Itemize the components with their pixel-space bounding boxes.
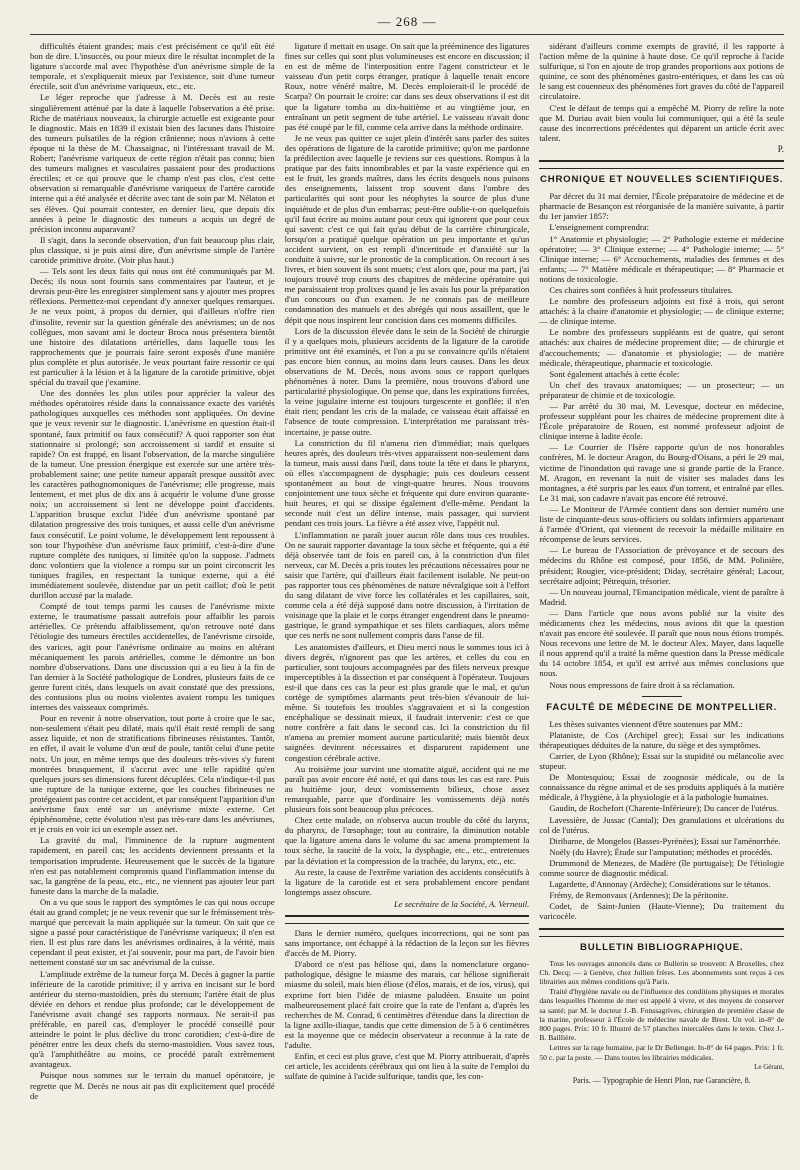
ornamental-divider (539, 160, 784, 169)
thesis-item: Lavessière, de Jussac (Cantal); Des granulations et ulcérations du col de l'utérus. (539, 814, 784, 835)
thesis-item: Carrier, de Lyon (Rhône); Essai sur la stupidité ou mélancolie avec stupeur. (539, 751, 784, 772)
paragraph: Nous nous empressons de faire droit à sa réclamation. (549, 679, 735, 690)
bulletin-notice: Tous les ouvrages annoncés dans ce Bulletin se trouvent: A Bruxelles, chez Ch. Decq; — à Genève, chez Jullien frères. Les abonnements sont reçus à ces librairies aux mêmes conditions qu'à Paris. (539, 958, 784, 986)
paragraph: Chez cette malade, on n'observa aucun trouble du côté du larynx, du pharynx, de l'œsophage; tout au contraire, la diminution notable que la ligature amena dans le volume du sac amena promptement la toux sèche, la raucité de la voix, la dysphagie, etc., etc., entretenues par la déviation et la compression de la trachée, du larynx, etc., etc. (284, 815, 530, 866)
paragraph: Sont également attachés à cette école: (549, 368, 680, 379)
bulletin-entry: Traité d'hygiène navale ou de l'influence des conditions physiques et morales dans lesquelles l'homme de mer est appelé à vivre, et des moyens de conserver sa santé; par M. le docteur J.-B. Fonssagrives, chirurgien de première classe de la marine, professeur à l'École de médecine navale de Brest. Un vol. in-8° de 800 pages. Prix: 10 fr. Illustré de 57 planches intercalées dans le texte. Chez J.-B. Baillière. (539, 987, 784, 1043)
erratum-paragraph: D'abord ce n'est pas héliose qui, dans la nomenclature organo-pathologique, désigne le miasme des marais, car héliose signifierait miasme du soleil, mais bien éliose (d'élos, marais, et de ios, virus), qui exprime fort bien l'idée de miasme paludéen. Ensuite un point malheureusement placé fait croire que la rate de l'enfant a, d'après les recherches de M. Conrad, 6 centimètres d'étendue dans la direction de la ligne axillo-iliaque, tandis que cette dimension de 5 à 6 centimètres est la moyenne que ce médecin observateur a reconnue à la rate de l'adulte. (284, 959, 530, 1050)
bulletin-entry: Lettres sur la rage humaine, par le Dr Bellenger. In-8° de 64 pages. Prix: 1 fr. 50 c. par la poste. — Dans toutes les librairies médicales. (539, 1043, 784, 1062)
erratum-paragraph: Enfin, et ceci est plus grave, c'est que M. Piorry attribuerait, d'après cet article, les accidents cérébraux qui ont lieu à la suite de l'emploi du sulfate de quinine à l'acide sulfurique, tandis que, les con- (284, 1051, 530, 1082)
section-title-bulletin: BULLETIN BIBLIOGRAPHIQUE. (579, 941, 744, 953)
paragraph: Lors de la discussion élevée dans le sein de la Société de chirurgie il y a quelques mois, plusieurs accidents de la ligature de la carotide primitive ont été examinés, et l'on a pu se convaincre qu'ils n'étaient pas encore bien connus, au moins dans leurs causes. Dans les deux observations de M. Decès, nous avons sous ce rapport quelques phénomènes à noter. Dans la première, nous trouvons d'abord une particularité physiologique. On pense que, dans les expirations forcées, la veine jugulaire interne est toujours turgescente et gonflée; il n'en était rien; pendant les cris de la malade, ce vaisseau était affaissé en l'absence de toute compression. L'interprétation me paraissant très-incertaine, je passe outre. (284, 325, 530, 437)
paragraph: C'est le défaut de temps qui a empêché M. Piorry de relire la note que M. Duriau avait bien voulu lui communiquer, qui a été la seule cause des incorrections précédentes qui déparent un article écrit avec talent. (539, 102, 784, 143)
paragraph: Une des données les plus utiles pour apprécier la valeur des méthodes opératoires réside dans la connaissance exacte des variétés pathologiques auxquelles ces méthodes sont appliquées. On devine que je veux revenir sur le diagnostic. L'anévrisme en question était-il spontané, faux primitif ou faux consécutif? A quoi rapporter son état stationnaire si prolongé; son accroissement si tardif et ensuite si rapide? On est frappé, en lisant l'observation, de la marche singulière de la tumeur. Une pression énergique est exercée sur une artère très-probablement saine; une petite tumeur apparaît presque aussitôt avec les caractères pathognomoniques de l'anévrisme; elle progresse, mais lentement, et met plus de dix ans à acquérir le volume d'une grosse noix; un accroissement si lent ne développe point d'accidents. L'apparition brusque exclut l'idée d'un anévrisme spontané par dilatation progressive des trois tuniques, et aussi celle d'un anévrisme faux consécutif. Le point volume, le développement lent repoussent à son tour l'hypothèse d'un anévrisme faux primitif, c'est-à-dire d'une rupture complète des tuniques, si limitée qu'on la suppose. J'admets donc volontiers que la violence a rompu sur un point circonscrit les tuniques fragiles, en respectant la tunique externe, qui a été immédiatement soulevée, distendue par un petit caillot; d'où le petit durillon accusé par la malade. (30, 388, 275, 601)
thesis-item: Noëly (du Havre); Étude sur l'amputation; méthodes et procédés. (549, 846, 773, 857)
paragraph: Un chef des travaux anatomiques; — un prosecteur; — un préparateur de chimie et de toxicologie. (539, 379, 784, 400)
paragraph: — Le bureau de l'Association de prévoyance et de secours des médecins du Rhône est composé, pour 1856, de MM. Polinière, président; Rougier, vice-président; Diday, secrétaire général; Lacour, secrétaire adjoint; Pétrequin, trésorier. (539, 545, 784, 586)
short-divider (642, 696, 682, 697)
page-number: — 268 — (377, 14, 437, 29)
printer-imprint: Paris. — Typographie de Henri Plon, rue Garancière, 8. (572, 1075, 751, 1085)
section-title-chronique: CHRONIQUE ET NOUVELLES SCIENTIFIQUES. (540, 174, 784, 186)
paragraph: Le nombre des professeurs suppléants est de quatre, qui seront attachés: aux chaires de médecine proprement dite; — de chirurgie et d'accouchements; — d'anatomie et physiologie; — de matière médicale, thérapeutique, pharmacie et toxicologie. (539, 327, 784, 368)
thesis-item: Diribarne, de Mongelos (Basses-Pyrénées); Essai sur l'aménorrhée. (549, 835, 781, 846)
signature-initial: P. (777, 143, 784, 154)
column-middle (285, 41, 530, 1159)
thesis-item: Drummond de Menezes, de Madère (île portugaise); De l'étiologie comme source de diagnostic médical. (539, 857, 784, 879)
paragraph: — Tels sont les deux faits qui nous ont été communiqués par M. Decès; ils nous sont fournis sans commentaires par l'auteur, et je devrais peut-être les enregistrer simplement sans y ajouter mes propres réflexions. Permettez-moi cependant d'y annexer quelques remarques. Je ne veux point, à propos du dernier, qui d'ailleurs n'offre rien d'insolite, revenir sur la question générale des anévrismes; un de nos collègues, mon savant ami le docteur Broca nous présentera bientôt une histoire des dilatations artérielles, dans laquelle tous les rapprochements que je pourrais faire seront exposés d'une manière plus complète et plus autorisée. Je veux pourtant faire ressortir ce qui est particulier à la lésion et à la ligature de la carotide primitive, objet spécial du travail que j'examine. (30, 266, 275, 388)
paragraph: — Par arrêté du 30 mai, M. Levesque, docteur en médecine, professeur suppléant pour les chaires de médecine proprement dite à l'École préparatoire de Rouen, est nommé professeur adjoint de clinique interne à ladite école. (539, 401, 784, 442)
paragraph: L'enseignement comprendra: (549, 222, 649, 233)
thesis-item: Frémy, de Remonvaux (Ardennes); De la péritonite. (549, 890, 729, 901)
gerant-label: Le Gérant, (754, 1062, 784, 1071)
signature: Le secrétaire de la Société, A. Verneuil. (394, 898, 530, 909)
paragraph: Le léger reproche que j'adresse à M. Decès est au reste singulièrement atténué par la date à laquelle l'observation a été prise. Riche de matériaux nouveaux, la chirurgie actuelle est exigeante pour le diagnostic. Mais en 1839 il existait bien des lacunes dans l'histoire des tumeurs pulsatiles de la région crânienne; nous n'avions à cette époque ni la thèse de M. Chassaignac, ni l'intéressant travail de M. Robert; l'anévrisme variqueux de cette région n'était pas connu; bien des tumeurs malignes et vasculaires passaient pour des productions érectiles; et ce qui prouve que le champ n'est pas clos, c'est cette observation si remarquable d'anévrisme variqueux de l'artère carotide interne qui a été analysée et décrite avec tant de soin par M. Nélaton et ses élèves. Qui pourrait contester, en dernier lieu, que depuis dix années à peine le diagnostic des tumeurs a acquis un degré de précision inconnu auparavant? (30, 92, 275, 234)
thesis-item: De Montesquiou; Essai de zoognosie médicale, ou de la connaissance du règne animal et de ses produits appliqués à la matière médicale, à l'hygiène, à la physiologie et à la pathologie humaines. (539, 772, 784, 803)
paragraph: — Un nouveau journal, l'Emancipation médicale, vient de paraître à Madrid. (539, 586, 784, 607)
erratum-paragraph: Dans le dernier numéro, quelques incorrections, qui ne sont pas sans importance, ont échappé à la rédaction de la leçon sur les fièvres d'accès de M. Piorry. (284, 927, 530, 959)
paragraph: Je ne veux pas quitter ce sujet plein d'intérêt sans parler des suites des opérations de ligature de la carotide primitive; qu'on me pardonne la prédilection avec laquelle je reviens sur ces questions. Rompus à la pratique par des faits innombrables et par la vaste expérience qui en est le fruit, les grands maîtres, dans les écrits desquels nous puisons des enseignements, laissent trop souvent dans l'ombre des particularités qui sont pour les néophytes la source de plus d'une inquiétude et de plus d'un embarras; peut-être oublie-t-on quelquefois qu'il faut écrire au moins autant pour ceux qui ignorent que pour ceux qui savent: c'est ce qui fait qu'au début de la carrière chirurgicale, lorsqu'on a pratiqué quelque opération un peu importante et qu'un accident survient, on est rempli d'incertitude et d'anxiété sur la conduite à suivre, sur le pronostic de la complication. On recourt à ses livres, et bien souvent ils sont muets; c'est alors que, pour ma part, j'ai toujours trouvé trop courts des chapitres de médecine opératoire qui me paraissaient trop prolixes quand je les avais lus pour la préparation d'un concours ou d'un examen. Je ne connais pas de meilleure condamnation des manuels et des abrégés qui nous assaillent, que le dépit que nous inspirent leur concision dans ces moments difficiles. (284, 132, 530, 325)
ornamental-divider (285, 915, 530, 924)
paragraph: L'inflammation ne paraît jouer aucun rôle dans tous ces troubles. On ne saurait rapporter davantage la toux sèche et fréquente, qui a été déjà observée tant de fois en pareil cas, à la constriction d'un filet nerveux, car M. Decès a pris toutes les précautions nécessaires pour ne saisir que l'artère, qui d'ailleurs était facilement isolable. Ne peut-on pas rapporter tous ces phénomènes de nature névralgique soit à l'effort du sang dilatant de vive force les collatérales et les capillaires, soit, comme cela a été déjà supposé dans notre discussion, à l'irritation de voisinage que la plaie et le corps étranger engendrent dans le pneumo-gastrique, le grand sympathique et ses filets cardiaques, alors même que ces nerfs ne sont nullement compris dans l'anse de fil. (284, 529, 530, 641)
paragraph: Pour en revenir à notre observation, tout porte à croire que le sac, non-seulement s'était peu dilaté, mais qu'il était resté rempli de sang assez liquide, et non de stratifications fibrineuses résistantes. Tantôt, en effet, il avait le volume d'un œuf de poule, tantôt celui d'une petite noix. Un jour, en même temps que des douleurs très-vives s'y furent montrées brusquement, il s'accrut avec une telle rapidité qu'en quelques jours ses dimensions furent décuplées. Cela n'indique-t-il pas une rupture de la tunique externe, que les couches fibrineuses ne protégeaient pas contre cet accident, et par conséquent l'apparition d'un anévrisme faux enté sur un anévrisme mixte externe. Cet épiphénomène, cette évolution n'est pas très-rare dans les anévrismes, et je crois en voir ici un exemple assez net. (30, 713, 275, 835)
thesis-item: Plataniste, de Cos (Archipel grec); Essai sur les indications thérapeutiques déduites de la nature, du siège et des symptômes. (539, 729, 784, 750)
paragraph: Ces chaires sont confiées à huit professeurs titulaires. (549, 284, 734, 295)
column-right (539, 41, 784, 1159)
paragraph: sidérant d'ailleurs comme exempts de gravité, il les rapporte à l'action même de la quinine à haute dose. Ce qu'il reproche à l'acide sulfurique, si l'on en ajoute de trop grandes proportions aux potions de quinine, ce sont des phénomènes gastro-entériques, et dans les cas où le sang est couenneux des phénomènes fort graves du côté de l'appareil circulatoire. (539, 41, 784, 102)
paragraph: Puisque nous sommes sur le terrain du manuel opératoire, je regrette que M. Decès ne nous ait pas dit explicitement quel procédé de (30, 1070, 275, 1101)
header-rule (30, 34, 784, 35)
text-columns (30, 41, 784, 1159)
thesis-item: Codet, de Saint-Junien (Haute-Vienne); Du traitement du varicocèle. (539, 901, 784, 922)
paragraph: Au reste, la cause de l'extrême variation des accidents consécutifs à la ligature de la carotide est et sera probablement encore pendant longtemps assez obscure. (284, 866, 530, 897)
ornamental-divider (539, 928, 784, 937)
paragraph: Par décret du 31 mai dernier, l'École préparatoire de médecine et de pharmacie de Besançon est réorganisée de la manière suivante, à partir du 1er janvier 1857: (539, 191, 784, 222)
paragraph: ligature il mettait en usage. On sait que la prééminence des ligatures fines sur celles qui sont plus volumineuses est encore en discussion; il en est de même de l'interposition entre l'agent constricteur et le vaisseau d'un petit corps étranger, pratique à laquelle tenait encore Roux, notre vénéré maître, M. Decès emploierait-il le procédé de Scarpa? On pourrait le croire: car dans ses deux observations il est dit que la ligature tomba au dix-huitième et au vingtième jour, en entraînant un petit segment de tube artériel. Le vaisseau n'avait donc pas été coupé par le fil, comme cela arrive dans la méthode ordinaire. (284, 41, 530, 132)
paragraph: On a vu que sous le rapport des symptômes le cas qui nous occupe était au grand complet; je ne veux revenir que sur le frémissement très-marqué que percevait la main appliquée sur la tumeur. On sait que ce signe a passé pour caractéristique de l'anévrisme variqueux; il n'en est rien. Il est plus rare dans les anévrismes ordinaires, à la vérité, mais cependant il peut exister, et j'ai souvenir, pour ma part, de l'avoir bien nettement constaté sur un sac anévrismal de la cuisse. (30, 896, 275, 968)
paragraph: Il s'agit, dans la seconde observation, d'un fait beaucoup plus clair, plus classique, si je puis ainsi dire, d'un anévrisme simple de l'artère carotide primitive droite. (Voir plus haut.) (30, 234, 275, 265)
paragraph: — Le Moniteur de l'Armée contient dans son dernier numéro une liste de cinquante-deux sous-officiers ou soldats infirmiers appartenant à l'armée d'Orient, qui viennent de recevoir la médaille militaire en récompense de leurs services. (539, 503, 784, 545)
paragraph: 1° Anatomie et physiologie; — 2° Pathologie externe et médecine opératoire; — 3° Clinique externe; — 4° Pathologie interne; — 5° Clinique interne; — 6° Accouchements, maladies des femmes et des enfants; — 7° Matière médicale et thérapeutique; — 8° Pharmacie et notions de toxicologie. (539, 233, 784, 284)
paragraph: Au troisième jour survint une stomatite aiguë, accident qui ne me paraît pas avoir encore été noté, et qui dans tous les cas est rare. Puis au huitième jour, deux vomissements bilieux, chose assez remarquable, parce que d'ordinaire les vomissements déjà notés plusieurs fois sont beaucoup plus précoces. (284, 763, 530, 815)
section-title-faculte: FACULTÉ DE MÉDECINE DE MONTPELLIER. (546, 701, 778, 713)
paragraph: — Le Courrier de l'Isère rapporte qu'un de nos honorables confrères, M. le docteur Aragon, du Bourg-d'Oisans, a péri le 29 mai, victime de l'inondation qui ravage une si grande partie de la France. M. Aragon, en revenant la nuit de visiter ses malades dans les montagnes, a été surpris par les eaux d'un torrent, et entraîné par elles. Le 31 mai, son cadavre n'avait pas encore été retrouvé. (539, 442, 784, 503)
paragraph: — Dans l'article que nous avons publié sur la visite des médicaments chez les médecins, nous avions dit que la question n'avait pas encore été soulevée. Il paraît que nous nous étions trompés. Nous recevons une lettre de M. le docteur Alex. Mayer, dans laquelle il nous apprend qu'il a traité la même question dans la Presse médicale du 14 octobre 1854, et qu'il est arrivé aux mêmes conclusions que nous. (539, 607, 784, 679)
paragraph: L'amplitude extrême de la tumeur força M. Decès à gagner la partie inférieure de la carotide primitive; il y arriva en incisant sur le bord antérieur du sterno-mastoïdien, près du sternum; l'artère était de plus déviée en dehors et rendue plus profonde; car le développement de l'anévrisme avait changé ses rapports normaux. Ne serait-il pas préférable, en pareil cas, d'employer le procédé conseillé pour atteindre le point le plus déclive du tronc carotidien; c'est-à-dire de pénétrer entre les deux chefs du sterno-mastoïdien. Vous savez tous, qu'à l'amphithéâtre au moins, ce procédé paraît extrêmement avantageux. (30, 968, 275, 1070)
paragraph: Les anatomistes d'ailleurs, et Dieu merci nous le sommes tous ici à divers degrés, n'ignorent pas que les artères, et celles du cou en particulier, sont toujours accompagnées par des filets nerveux presque imperceptibles à la dissection et par conséquent à l'opérateur. Toujours est-il que dans ces cas la peur est plus grande que le mal, et qu'un cortège de symptômes alarmants peut très-bien s'évanouir de lui-même. Si toutefois les troubles s'aggravaient et si la congestion encéphalique se dessinait mieux, il faudrait intervenir: c'est ce que notre confrère a fait dans le second cas. Ici la constriction du fil n'amena au premier moment aucune particularité; mais bientôt deux saignées devinrent nécessaires et disparurent rapidement une congestion cérébrale active. (284, 641, 530, 763)
paragraph: Les thèses suivantes viennent d'être soutenues par MM.: (549, 718, 743, 729)
paragraph: Le nombre des professeurs adjoints est fixé à trois, qui seront attachés: à la chaire d'anatomie et physiologie; — de clinique externe; — de clinique interne. (539, 296, 784, 327)
thesis-item: Gaudin, de Rochefort (Charente-Inférieure); Du cancer de l'utérus. (549, 803, 779, 814)
paragraph: Compté de tout temps parmi les causes de l'anévrisme mixte externe, le traumatisme passait autrefois pour affaiblir les parois artérielles. Ce prétendu affaiblissement, qu'on retrouve noté dans l'étiologie des tumeurs érectiles accidentelles, de l'anévrisme cirsoïde, des varices, agit pour l'anévrisme ordinaire au moins en altérant mécaniquement les parois artérielles, comme le démontre un bon nombre d'observations. Dans une discussion qui a eu lieu à la fin de l'an dernier à la Société pathologique de Londres, plusieurs faits de ce genre furent cités, dans lesquels on avait constaté que des pressions, des contusions plus ou moins violentes avaient rompu les tuniques internes des vaisseaux comprimés. (30, 601, 275, 713)
paragraph: La gravité du mal, l'imminence de la rupture augmentent rapidement, en pareil cas; les accidents deviennent pressants et la temporisation imprudente. Heureusement que le succès de la ligature n'en est pas notablement compromis quand l'inflammation intense du sac, la gangrène de la peau, etc., etc., ne viennent pas ajouter leur part funeste dans la marche de la maladie. (30, 835, 275, 896)
paragraph: La constriction du fil n'amena rien d'immédiat; mais quelques heures après, des douleurs très-vives apparaissent non-seulement dans la tumeur, mais aussi dans l'œil, dans toute la tête et dans le pharynx, où elles s'accompagnent de dysphagie; puis ces douleurs cessent spontanément au bout de vingt-quatre heures. Nous trouvons conjointement une toux sèche et fréquente qui dure environ quarante-huit heures, et qui se dissipe également d'elle-même. Pendant la seconde nuit c'est un délire intense, mais passager, qui survient pendant ces trois jours. La fièvre a été assez vive, l'appétit nul. (284, 437, 530, 529)
column-left (30, 41, 275, 1159)
thesis-item: Lagardette, d'Annonay (Ardèche); Considérations sur le tétanos. (549, 879, 771, 890)
paragraph: difficultés étaient grandes; mais c'est précisément ce qu'il eût été bon de dire. L'insuccès, ou pour mieux dire le résultat incomplet de la ligature s'accorde mal avec l'hypothèse d'un anévrisme simple de la temporale, et s'expliquerait mieux par l'existence, soit d'une tumeur érectile, soit d'un anévrisme variqueux, etc., etc. (30, 41, 275, 92)
